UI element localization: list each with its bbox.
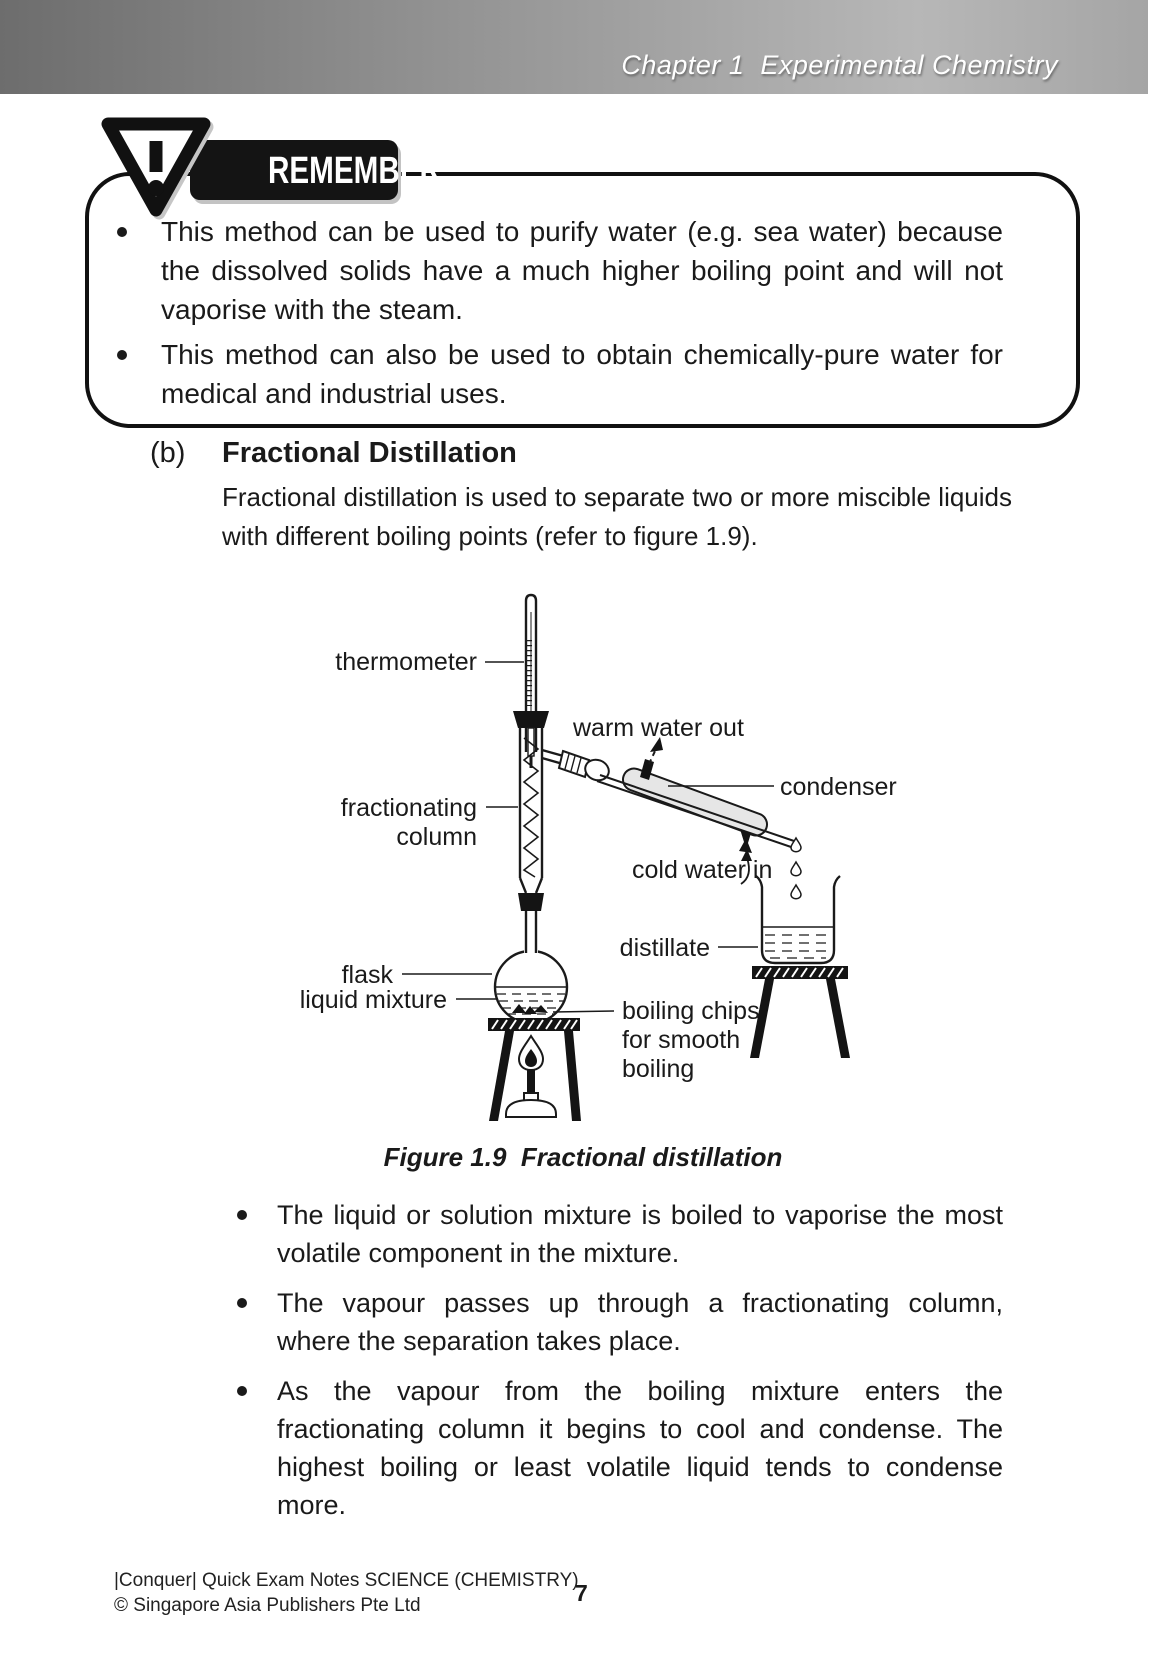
distillate-droplets: [791, 838, 801, 899]
boiling-chips-label-line1: boiling chips: [622, 997, 760, 1025]
column-taper-left: [520, 878, 526, 893]
fractionating-column-label-line2: column: [396, 823, 477, 851]
remember-badge-text: REMEMBER: [268, 150, 441, 192]
distillate-label: distillate: [619, 934, 710, 962]
ground-glass-joint: [559, 751, 589, 777]
exclamation-dot: [148, 180, 164, 196]
stopper-bottom: [518, 893, 544, 911]
warm-water-out-label: warm water out: [573, 714, 744, 742]
burner-base: [506, 1100, 556, 1117]
bullet-dot: [237, 1386, 247, 1396]
remember-bullet-list: [89, 176, 1076, 413]
footer: [114, 1568, 579, 1618]
footer-copyright: © Singapore Asia Publishers Pte Ltd: [114, 1595, 421, 1616]
list-item: [161, 335, 1003, 413]
footer-series-title: |Conquer| Quick Exam Notes SCIENCE (CHEMISTRY): [114, 1570, 579, 1591]
bullet-dot: [237, 1210, 247, 1220]
condenser-inner-tube-top: [600, 775, 797, 842]
chapter-title: Chapter 1 Experimental Chemistry: [621, 50, 1058, 80]
body-bullet-text: As the vapour from the boiling mixture enters the fractionating column it begins to cool and condense. The highest boiling or least volatile liquid tends to condense more.: [277, 1376, 1003, 1520]
remember-box: [85, 172, 1080, 428]
boiling-chips-leader: [553, 1011, 614, 1012]
list-item: [235, 1196, 1003, 1272]
chapter-header-bar: [0, 0, 1148, 94]
cold-water-in-label: cold water in: [632, 856, 773, 884]
list-item: [161, 212, 1003, 329]
list-item: [235, 1372, 1003, 1524]
boiling-chips-label-line2: for smooth: [622, 1026, 741, 1054]
fractional-distillation-diagram: [250, 555, 920, 1130]
condenser-label: condenser: [780, 773, 897, 801]
tripod-leg-right: [564, 1031, 581, 1121]
warning-icon: [96, 110, 216, 222]
stool-leg-right: [826, 979, 850, 1058]
boiling-chips-label-line3: boiling: [622, 1055, 695, 1083]
body-bullet-text: The vapour passes up through a fractionating column, where the separation takes place.: [277, 1288, 1003, 1356]
section-intro: Fractional distillation is used to separate two or more miscible liquids with different boiling points (refer to figure 1.9).: [222, 482, 1012, 551]
body-bullet-list: [235, 1196, 1003, 1536]
section-label: (b): [150, 437, 186, 469]
flask-label: flask: [341, 961, 393, 989]
remember-bullet-text: This method can be used to purify water (e.g. sea water) because the dissolved solids have a much higher boiling point and will not vaporise with the steam.: [161, 216, 1003, 325]
page-number: 7: [575, 1580, 588, 1606]
thermometer-label: thermometer: [335, 648, 477, 676]
bullet-dot: [117, 350, 127, 360]
bullet-dot: [117, 227, 127, 237]
section-heading: [150, 437, 517, 470]
remember-bullet-text: This method can also be used to obtain chemically-pure water for medical and industrial uses.: [161, 339, 1003, 409]
remember-badge: [190, 140, 441, 200]
fractionating-column-label-line1: fractionating: [340, 794, 477, 822]
burner-tube: [527, 1070, 535, 1094]
beaker-liquid-dashes: [765, 935, 831, 958]
body-bullet-text: The liquid or solution mixture is boiled to vaporise the most volatile component in the mixture.: [277, 1200, 1003, 1268]
list-item: [235, 1284, 1003, 1360]
bullet-dot: [237, 1298, 247, 1308]
figure-caption: Figure 1.9 Fractional distillation: [383, 1142, 783, 1172]
liquid-mixture-label: liquid mixture: [299, 986, 447, 1014]
column-taper-right: [536, 878, 542, 893]
stopper-top: [513, 711, 549, 728]
section-title: Fractional Distillation: [222, 437, 517, 469]
